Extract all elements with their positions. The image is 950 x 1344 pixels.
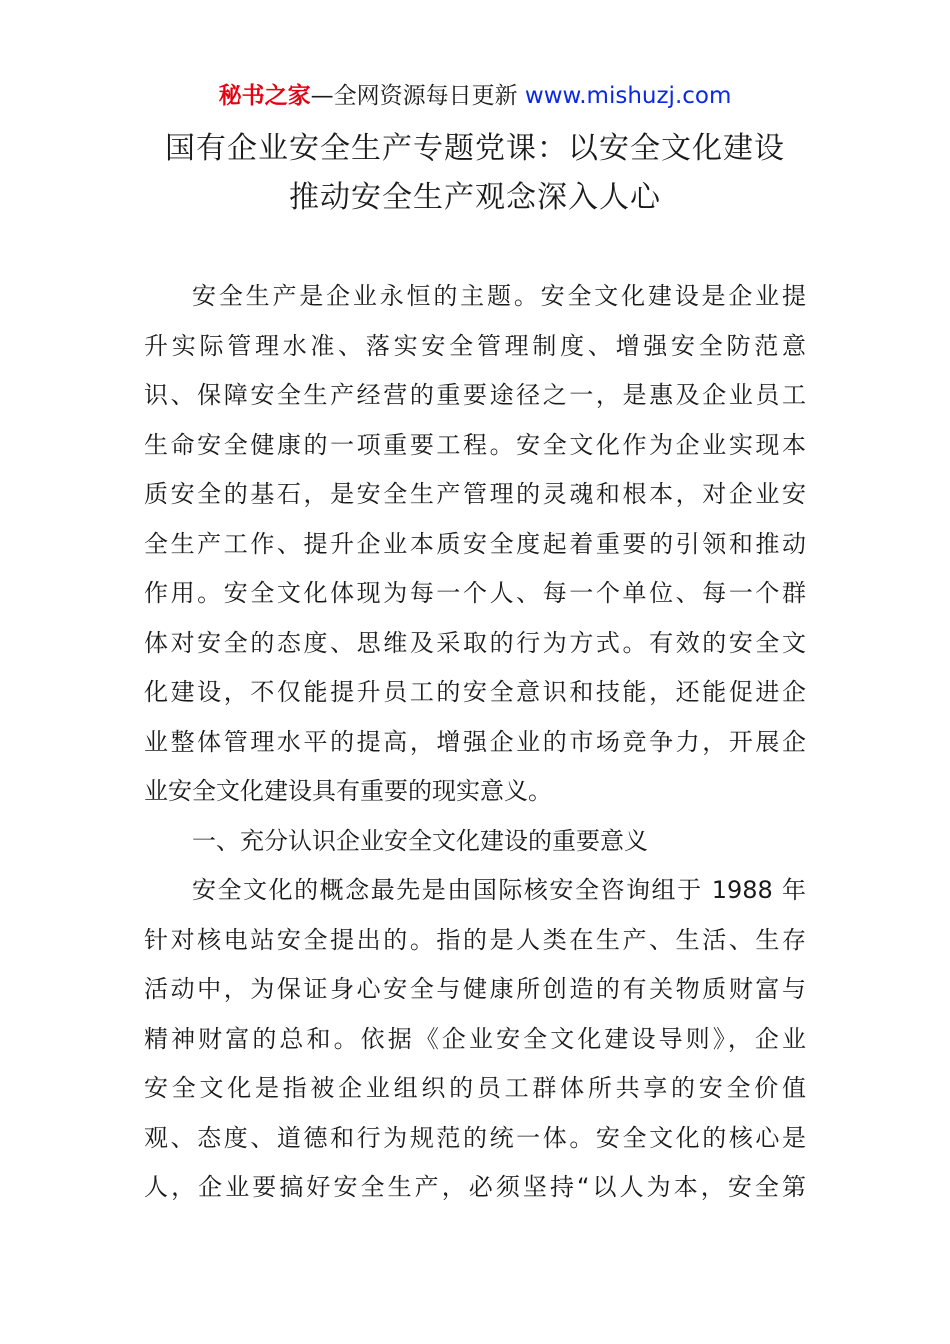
title-line-2: 推动安全生产观念深入人心	[289, 180, 661, 215]
section-heading-1: 一、充分认识企业安全文化建设的重要意义	[192, 826, 648, 855]
paragraph-2-line: 安全文化的概念最先是由国际核安全咨询组于 1988 年	[192, 876, 806, 904]
title-line-1: 国有企业安全生产专题党课：以安全文化建设	[165, 131, 785, 166]
site-url-link[interactable]: www.mishuzj.com	[524, 83, 732, 109]
paragraph-2-line: 精神财富的总和。依据《企业安全文化建设导则》，企业	[144, 1024, 806, 1053]
paragraph-2-line: 观、态度、道德和行为规范的统一体。安全文化的核心是	[144, 1123, 806, 1152]
paragraph-1-line: 全生产工作、提升企业本质安全度起着重要的引领和推动	[144, 529, 806, 558]
document-body	[144, 272, 806, 1213]
paragraph-1-line: 升实际管理水准、落实安全管理制度、增强安全防范意	[144, 331, 806, 360]
document-title	[0, 124, 950, 222]
paragraph-1-line: 化建设，不仅能提升员工的安全意识和技能，还能促进企	[144, 678, 806, 706]
paragraph-2-line: 人，企业要搞好安全生产，必须坚持“以人为本，安全第	[144, 1173, 806, 1201]
paragraph-1-line: 识、保障安全生产经营的重要途径之一，是惠及企业员工	[144, 381, 806, 409]
site-header	[0, 80, 950, 112]
paragraph-1-line: 业安全文化建设具有重要的现实意义。	[144, 777, 552, 805]
paragraph-1-line: 业整体管理水平的提高，增强企业的市场竞争力，开展企	[144, 727, 806, 756]
paragraph-2-line: 针对核电站安全提出的。指的是人类在生产、生活、生存	[144, 925, 806, 954]
paragraph-1-line: 质安全的基石，是安全生产管理的灵魂和根本，对企业安	[144, 480, 806, 508]
paragraph-1-line: 作用。安全文化体现为每一个人、每一个单位、每一个群	[144, 579, 806, 607]
paragraph-2-line: 安全文化是指被企业组织的员工群体所共享的安全价值	[144, 1074, 806, 1102]
paragraph-1-line: 体对安全的态度、思维及采取的行为方式。有效的安全文	[144, 628, 806, 657]
paragraph-1-line: 安全生产是企业永恒的主题。安全文化建设是企业提	[192, 282, 806, 310]
site-brand: 秘书之家	[218, 83, 311, 109]
paragraph-1-line: 生命安全健康的一项重要工程。安全文化作为企业实现本	[144, 430, 806, 459]
paragraph-2-line: 活动中，为保证身心安全与健康所创造的有关物质财富与	[144, 975, 806, 1003]
site-tagline: —全网资源每日更新	[310, 83, 518, 109]
